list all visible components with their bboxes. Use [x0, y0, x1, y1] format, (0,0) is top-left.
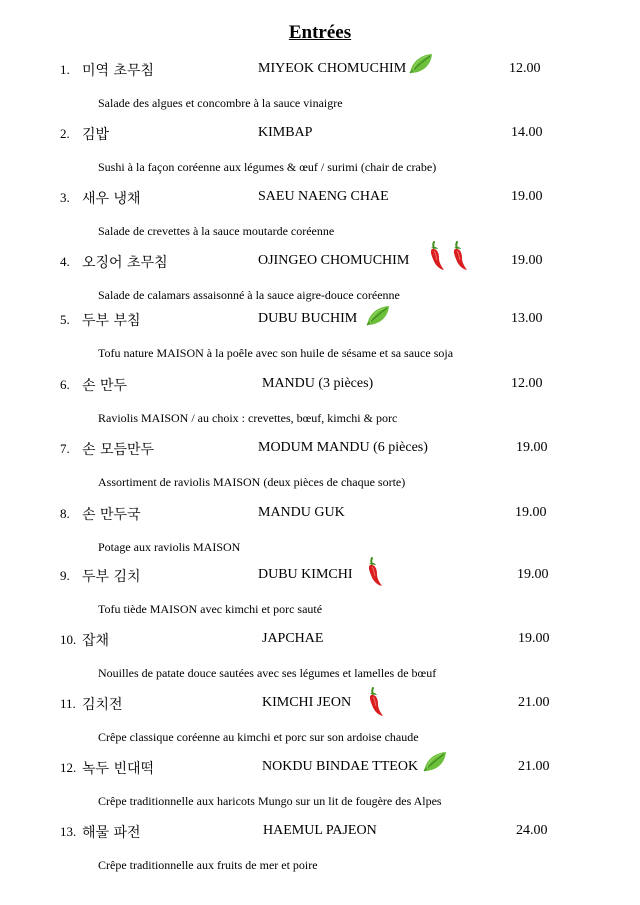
item-price: 19.00 — [516, 440, 548, 455]
item-number: 12. — [60, 760, 77, 775]
item-romanized-name: NOKDU BINDAE TTEOK — [262, 759, 419, 774]
item-description: Sushi à la façon coréenne aux légumes & œuf / surimi (chair de crabe) — [98, 160, 437, 174]
item-romanized-name: HAEMUL PAJEON — [263, 823, 377, 838]
item-korean-name: 새우 냉채 — [82, 191, 141, 207]
item-romanized-name: DUBU BUCHIM — [258, 311, 358, 326]
item-description: Raviolis MAISON / au choix : crevettes, bœuf, kimchi & porc — [98, 411, 398, 425]
item-description: Assortiment de raviolis MAISON (deux pièces de chaque sorte) — [98, 475, 406, 489]
item-description: Potage aux raviolis MAISON — [98, 540, 241, 554]
item-price: 24.00 — [516, 823, 548, 838]
item-number: 1. — [60, 62, 70, 77]
item-korean-name: 오징어 초무침 — [82, 255, 168, 271]
item-description: Tofu nature MAISON à la poêle avec son huile de sésame et sa sauce soja — [98, 346, 454, 360]
item-korean-name: 김밥 — [82, 127, 110, 143]
item-romanized-name: DUBU KIMCHI — [258, 567, 353, 582]
menu-item — [0, 760, 640, 810]
item-romanized-name: JAPCHAE — [262, 631, 324, 646]
item-korean-name: 해물 파전 — [82, 825, 141, 841]
item-number: 4. — [60, 254, 70, 269]
item-korean-name: 손 만두국 — [82, 507, 141, 523]
item-description: Salade de crevettes à la sauce moutarde coréenne — [98, 224, 335, 238]
item-korean-name: 손 만두 — [82, 378, 128, 394]
item-korean-name: 손 모듬만두 — [82, 442, 155, 458]
item-romanized-name: KIMCHI JEON — [262, 695, 352, 710]
menu-item — [0, 506, 640, 556]
item-korean-name: 녹두 빈대떡 — [82, 761, 155, 777]
item-description: Crêpe traditionnelle aux fruits de mer et poire — [98, 858, 318, 872]
menu-item — [0, 377, 640, 427]
item-description: Nouilles de patate douce sautées avec ses légumes et lamelles de bœuf — [98, 666, 437, 680]
item-number: 8. — [60, 506, 70, 521]
item-number: 5. — [60, 312, 70, 327]
item-number: 11. — [60, 696, 76, 711]
item-korean-name: 두부 김치 — [82, 569, 141, 585]
item-number: 10. — [60, 632, 77, 647]
item-price: 12.00 — [509, 61, 541, 76]
item-price: 21.00 — [518, 759, 550, 774]
item-description: Crêpe classique coréenne au kimchi et porc sur son ardoise chaude — [98, 730, 419, 744]
item-romanized-name: MANDU (3 pièces) — [262, 376, 374, 391]
menu-item — [0, 632, 640, 682]
item-price: 19.00 — [511, 253, 543, 268]
item-description: Tofu tiède MAISON avec kimchi et porc sauté — [98, 602, 323, 616]
leaf-icon — [365, 304, 391, 328]
item-price: 13.00 — [511, 311, 543, 326]
item-number: 2. — [60, 126, 70, 141]
leaf-icon — [408, 52, 434, 76]
item-romanized-name: OJINGEO CHOMUCHIM — [258, 253, 410, 268]
item-price: 12.00 — [511, 376, 543, 391]
menu-item — [0, 441, 640, 491]
page-title: Entrées — [288, 22, 352, 43]
item-number: 7. — [60, 441, 70, 456]
item-romanized-name: MANDU GUK — [258, 505, 345, 520]
item-romanized-name: KIMBAP — [258, 125, 313, 140]
item-price: 21.00 — [518, 695, 550, 710]
menu-item — [0, 312, 640, 362]
item-korean-name: 미역 초무침 — [82, 63, 155, 79]
item-korean-name: 두부 부침 — [82, 313, 141, 329]
item-number: 6. — [60, 377, 70, 392]
menu-item — [0, 126, 640, 176]
item-price: 14.00 — [511, 125, 543, 140]
menu-item — [0, 696, 640, 746]
item-romanized-name: MIYEOK CHOMUCHIM — [258, 61, 407, 76]
item-romanized-name: SAEU NAENG CHAE — [258, 189, 389, 204]
item-price: 19.00 — [515, 505, 547, 520]
menu-item — [0, 190, 640, 240]
menu-item — [0, 824, 640, 874]
item-description: Salade de calamars assaisonné à la sauce aigre-douce coréenne — [98, 288, 400, 302]
item-price: 19.00 — [511, 189, 543, 204]
item-description: Salade des algues et concombre à la sauce vinaigre — [98, 96, 343, 110]
item-number: 13. — [60, 824, 77, 839]
menu-item — [0, 254, 640, 304]
chili-icon — [366, 556, 384, 588]
item-korean-name: 잡채 — [82, 633, 110, 649]
menu-item — [0, 62, 640, 112]
chili-icon — [367, 686, 385, 718]
menu-item — [0, 568, 640, 618]
item-number: 9. — [60, 568, 70, 583]
leaf-icon — [422, 750, 448, 774]
chili-icon — [428, 240, 446, 272]
item-price: 19.00 — [517, 567, 549, 582]
item-romanized-name: MODUM MANDU (6 pièces) — [258, 440, 428, 455]
chili-icon — [451, 240, 469, 272]
item-price: 19.00 — [518, 631, 550, 646]
item-number: 3. — [60, 190, 70, 205]
item-korean-name: 김치전 — [82, 697, 123, 713]
item-description: Crêpe traditionnelle aux haricots Mungo sur un lit de fougère des Alpes — [98, 794, 442, 808]
